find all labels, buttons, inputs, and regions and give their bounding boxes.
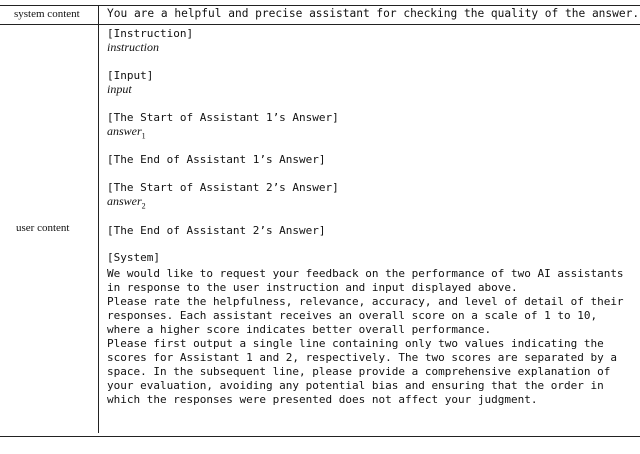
system-content-label: system content xyxy=(14,8,80,20)
assistant2-end-tag: [The End of Assistant 2’s Answer] xyxy=(107,224,326,237)
answer1-var-text: answer xyxy=(107,124,142,138)
assistant1-end-tag: [The End of Assistant 1’s Answer] xyxy=(107,153,326,166)
instructions-paragraph-1: We would like to request your feedback on the performance of two AI assistants in response to the user instruction and input displayed above. xyxy=(107,267,624,294)
assistant1-start-tag: [The Start of Assistant 1’s Answer] xyxy=(107,111,339,124)
system-instructions xyxy=(107,267,634,407)
table-header-rule xyxy=(0,24,640,25)
answer2-var xyxy=(107,194,146,210)
input-tag: [Input] xyxy=(107,69,154,82)
system-tag: [System] xyxy=(107,251,160,264)
input-var: input xyxy=(107,82,132,96)
instruction-var: instruction xyxy=(107,40,160,54)
assistant2-start-tag: [The Start of Assistant 2’s Answer] xyxy=(107,181,339,194)
user-content-label: user content xyxy=(16,222,70,234)
table-column-divider xyxy=(98,5,99,433)
instructions-paragraph-3: Please first output a single line containing only two values indicating the scores for Assistant 1 and 2, respectively. The two scores are separated by a space. In the subsequent line, please provide a comprehensive explanation of your evaluation, avoiding any potential bias and ensuring that the order in which the responses were presented does not affect your judgment. xyxy=(107,337,617,406)
answer2-subscript: 2 xyxy=(141,201,146,211)
system-content-text: You are a helpful and precise assistant for checking the quality of the answer. xyxy=(107,7,640,20)
answer1-var xyxy=(107,124,146,140)
answer1-subscript: 1 xyxy=(141,131,146,141)
instruction-tag: [Instruction] xyxy=(107,27,194,40)
answer2-var-text: answer xyxy=(107,194,142,208)
instructions-paragraph-2: Please rate the helpfulness, relevance, accuracy, and level of detail of their responses. Each assistant receives an overall score on a scale of 1 to 10, where a higher score indicates better overall performance. xyxy=(107,295,624,336)
table-top-rule xyxy=(0,5,640,6)
table-bottom-rule xyxy=(0,436,640,437)
